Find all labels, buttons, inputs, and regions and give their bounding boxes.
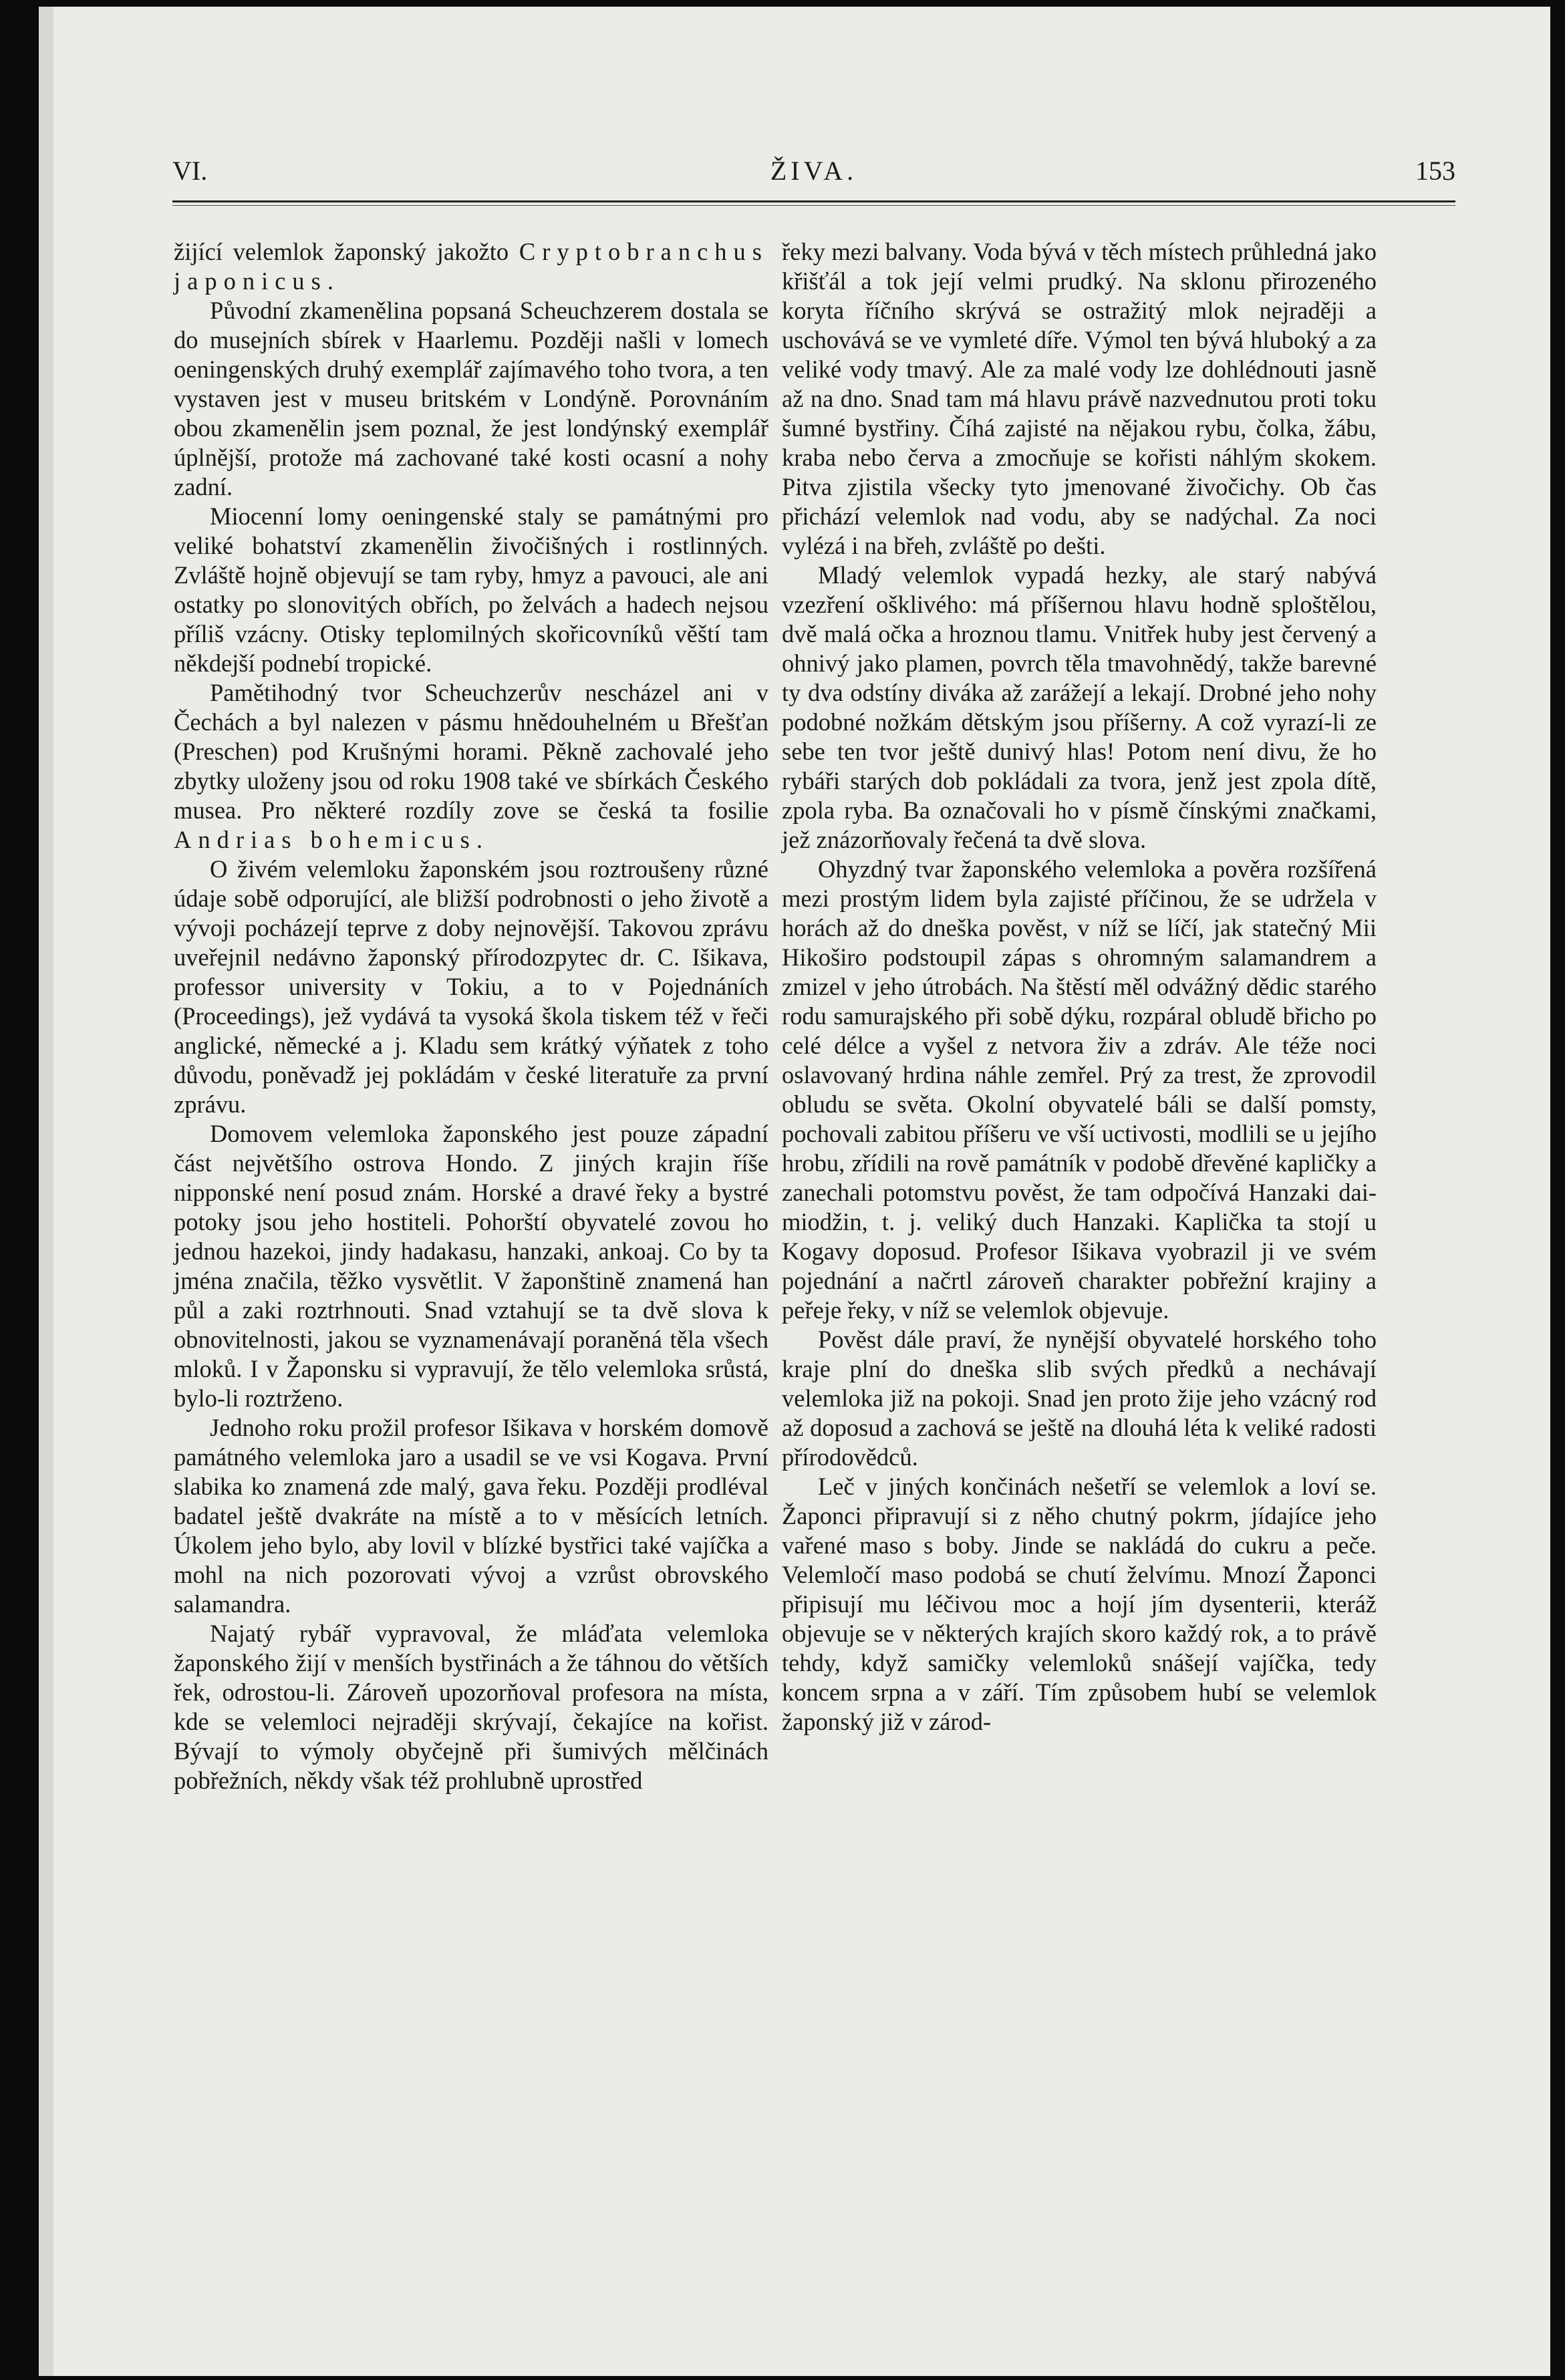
right-column (782, 237, 1377, 1737)
paragraph-text: Mladý velemlok vypadá hezky, ale starý nabývá vzezření ošklivého: má příšernou hlavu hodně sploštělou, dvě malá očka a hroznou tlamu. Vnitřek huby jest červený a ohnivý jako plamen, povrch těla tmavohnědý, takže barevné ty dva odstíny diváka až zarážejí a lekají. Drobné jeho nohy podobné nožkám dětským jsou příšerny. A což vyrazí-li ze sebe ten tvor ještě dunivý hlas! Potom není divu, že ho rybáři starých dob pokládali za tvora, jenž jest zpola dítě, zpola ryba. Ba označovali ho v písmě čínskými značkami, jež znázorňovaly řečená ta dvě slova. (782, 561, 1377, 853)
paragraph-text: Jednoho roku prožil profesor Išikava v horském domově památného velemloka jaro a usadil se ve vsi Kogava. První slabika ko znamená zde malý, gava řeku. Později prodléval badatel ještě dvakráte na místě a to v měsících letních. Úkolem jeho bylo, aby lovil v blízké bystřici také vajíčka a mohl na nich pozorovati vývoj a vzrůst obrovského salamandra. (174, 1414, 768, 1618)
page-number: 153 (1415, 156, 1455, 186)
header-rule (172, 200, 1455, 202)
paragraph-text: žijící velemlok žaponský jakožto (174, 238, 519, 265)
left-column (174, 237, 768, 1795)
paragraph (174, 855, 768, 1119)
paragraph (782, 855, 1377, 1325)
page-edge-shadow (39, 7, 53, 2376)
spaced-species-name: Cryptobranchus japonicus (174, 238, 768, 295)
paragraph (174, 1413, 768, 1619)
paragraph (174, 296, 768, 502)
paragraph-end-punct: . (327, 267, 334, 295)
volume-number: VI. (172, 156, 208, 186)
paragraph (174, 1619, 768, 1795)
paragraph (174, 1119, 768, 1413)
paragraph (782, 1472, 1377, 1737)
paragraph-text: Miocenní lomy oeningenské staly se památnými pro veliké bohatství zkamenělin živočišných i rostlinných. Zvláště hojně objevují se tam ryby, hmyz a pavouci, ale ani ostatky po slonovitých obřích, po želvách a hadech nejsou příliš vzácny. Otisky teplomilných skořicovníků věští tam někdejší podnebí tropické. (174, 502, 768, 677)
journal-page (39, 7, 1550, 2376)
paragraph-text: řeky mezi balvany. Voda bývá v těch místech průhledná jako křišťál a tok její velmi prudký. Na sklonu přirozeného koryta říčního skrývá se ostražitý mlok nejraději a uschovává se ve vymleté díře. Výmol ten bývá hluboký a za veliké vody tmavý. Ale za malé vody lze dohlédnouti jasně až na dno. Snad tam má hlavu právě nazvednutou proti toku šumné bystřiny. Číhá zajisté na nějakou rybu, čolka, žábu, kraba nebo červa a zmocňuje se kořisti náhlým skokem. Pitva zjistila všecky tyto jmenované živočichy. Ob čas přichází velemlok nad vodu, aby se nadýchal. Za noci vylézá i na břeh, zvláště po dešti. (782, 238, 1377, 559)
paragraph-text: Domovem velemloka žaponského jest pouze západní část největšího ostrova Hondo. Z jiných krajin říše nipponské není posud znám. Horské a dravé řeky a bystré potoky jsou jeho hostiteli. Pohorští obyvatelé zovou ho jednou hazekoi, jindy hadakasu, hanzaki, ankoaj. Co by ta jména značila, těžko vysvětlit. V žaponštině znamená han půl a zaki roztrhnouti. Snad vztahují se ta dvě slova k obnovitelnosti, jakou se vyznamenávají poraněná těla všech mloků. I v Žaponsku si vypravují, že tělo velemloka srůstá, bylo-li roztrženo. (174, 1120, 768, 1412)
paragraph-text: Pamětihodný tvor Scheuchzerův nescházel ani v Čechách a byl nalezen v pásmu hnědouhelném u Břešťan (Preschen) pod Krušnými horami. Pěkně zachovalé jeho zbytky uloženy jsou od roku 1908 také ve sbírkách Českého musea. Pro některé rozdíly zove se česká ta fosilie (174, 679, 768, 824)
paragraph-end-punct: . (476, 826, 482, 853)
paragraph (782, 237, 1377, 561)
paragraph (174, 502, 768, 678)
journal-title: ŽIVA. (770, 156, 858, 186)
running-header (172, 155, 1455, 195)
paragraph (782, 561, 1377, 855)
paragraph-text: O živém velemloku žaponském jsou roztroušeny různé údaje sobě odporující, ale bližší podrobnosti o jeho životě a vývoji pocházejí teprve z doby nejnovější. Takovou zprávu uveřejnil nedávno žaponský přírodozpytec dr. C. Išikava, professor university v Tokiu, a to v Pojednáních (Proceedings), jež vydává ta vysoká škola tiskem též v řeči anglické, německé a j. Kladu sem krátký výňatek z toho důvodu, poněvadž jej pokládám v české literatuře za první zprávu. (174, 855, 768, 1118)
paragraph-text: Pověst dále praví, že nynější obyvatelé horského toho kraje plní do dneška slib svých předků a nechávají velemloka již na pokoji. Snad jen proto žije jeho vzácný rod až doposud a zachová se ještě na dlouhá léta k veliké radosti přírodovědců. (782, 1326, 1377, 1471)
paragraph (174, 678, 768, 855)
paragraph (174, 237, 768, 296)
paragraph-text: Ohyzdný tvar žaponského velemloka a pověra rozšířená mezi prostým lidem byla zajisté příčinou, že se udržela v horách až do dneška pověst, v níž se líčí, jak statečný Mii Hikoširo podstoupil zápas s ohromným salamandrem a zmizel v jeho útrobách. Na štěstí měl odvážný dědic starého rodu samurajského při sobě dýku, rozpáral obludě břicho po celé délce a vyšel z netvora živ a zdráv. Ale téže noci oslavovaný hrdina náhle zemřel. Prý za trest, že zprovodil obludu se světa. Okolní obyvatelé báli se další pomsty, pochovali zabitou příšeru ve vší uctivosti, modlili se u jejího hrobu, zřídili na rově památník v podobě dřevěné kapličky a zanechali potomstvu pověst, že tam odpočívá Hanzaki dai-miodžin, t. j. veliký duch Hanzaki. Kaplička ta stojí u Kogavy doposud. Profesor Išikava vyobrazil ji ve svém pojednání a načrtl zároveň charakter pobřežní krajiny a peřeje řeky, v níž se velemlok objevuje. (782, 855, 1377, 1324)
paragraph (782, 1325, 1377, 1472)
spaced-species-name: Andrias bohemicus (174, 826, 476, 853)
paragraph-text: Leč v jiných končinách nešetří se velemlok a loví se. Žaponci připravují si z něho chutný pokrm, jídajíce jeho vařené maso s boby. Jinde se nakládá do cukru a peče. Velemločí maso podobá se chutí želvímu. Mnozí Žaponci připisují mu léčivou moc a hojí jím dysenterii, kteráž objevuje se v některých krajích skoro každý rok, a to právě tehdy, když samičky velemloků snášejí vajíčka, tedy koncem srpna a v září. Tím způsobem hubí se velemlok žaponský již v zárod- (782, 1473, 1377, 1735)
header-rule-thin (172, 205, 1455, 206)
paragraph-text: Původní zkamenělina popsaná Scheuchzerem dostala se do musejních sbírek v Haarlemu. Později našli v lomech oeningenských druhý exemplář zajímavého toho tvora, a ten vystaven jest v museu britském v Londýně. Porovnáním obou zkamenělin jsem poznal, že jest londýnský exemplář úplnější, protože má zachované také kosti ocasní a nohy zadní. (174, 297, 768, 500)
paragraph-text: Najatý rybář vypravoval, že mláďata velemloka žaponského žijí v menších bystřinách a že táhnou do větších řek, odrostou-li. Zároveň upozorňoval profesora na místa, kde se velemloci nejraději skrývají, čekajíce na kořist. Bývají to výmoly obyčejně při šumivých mělčinách pobřežních, někdy však též prohlubně uprostřed (174, 1620, 768, 1794)
